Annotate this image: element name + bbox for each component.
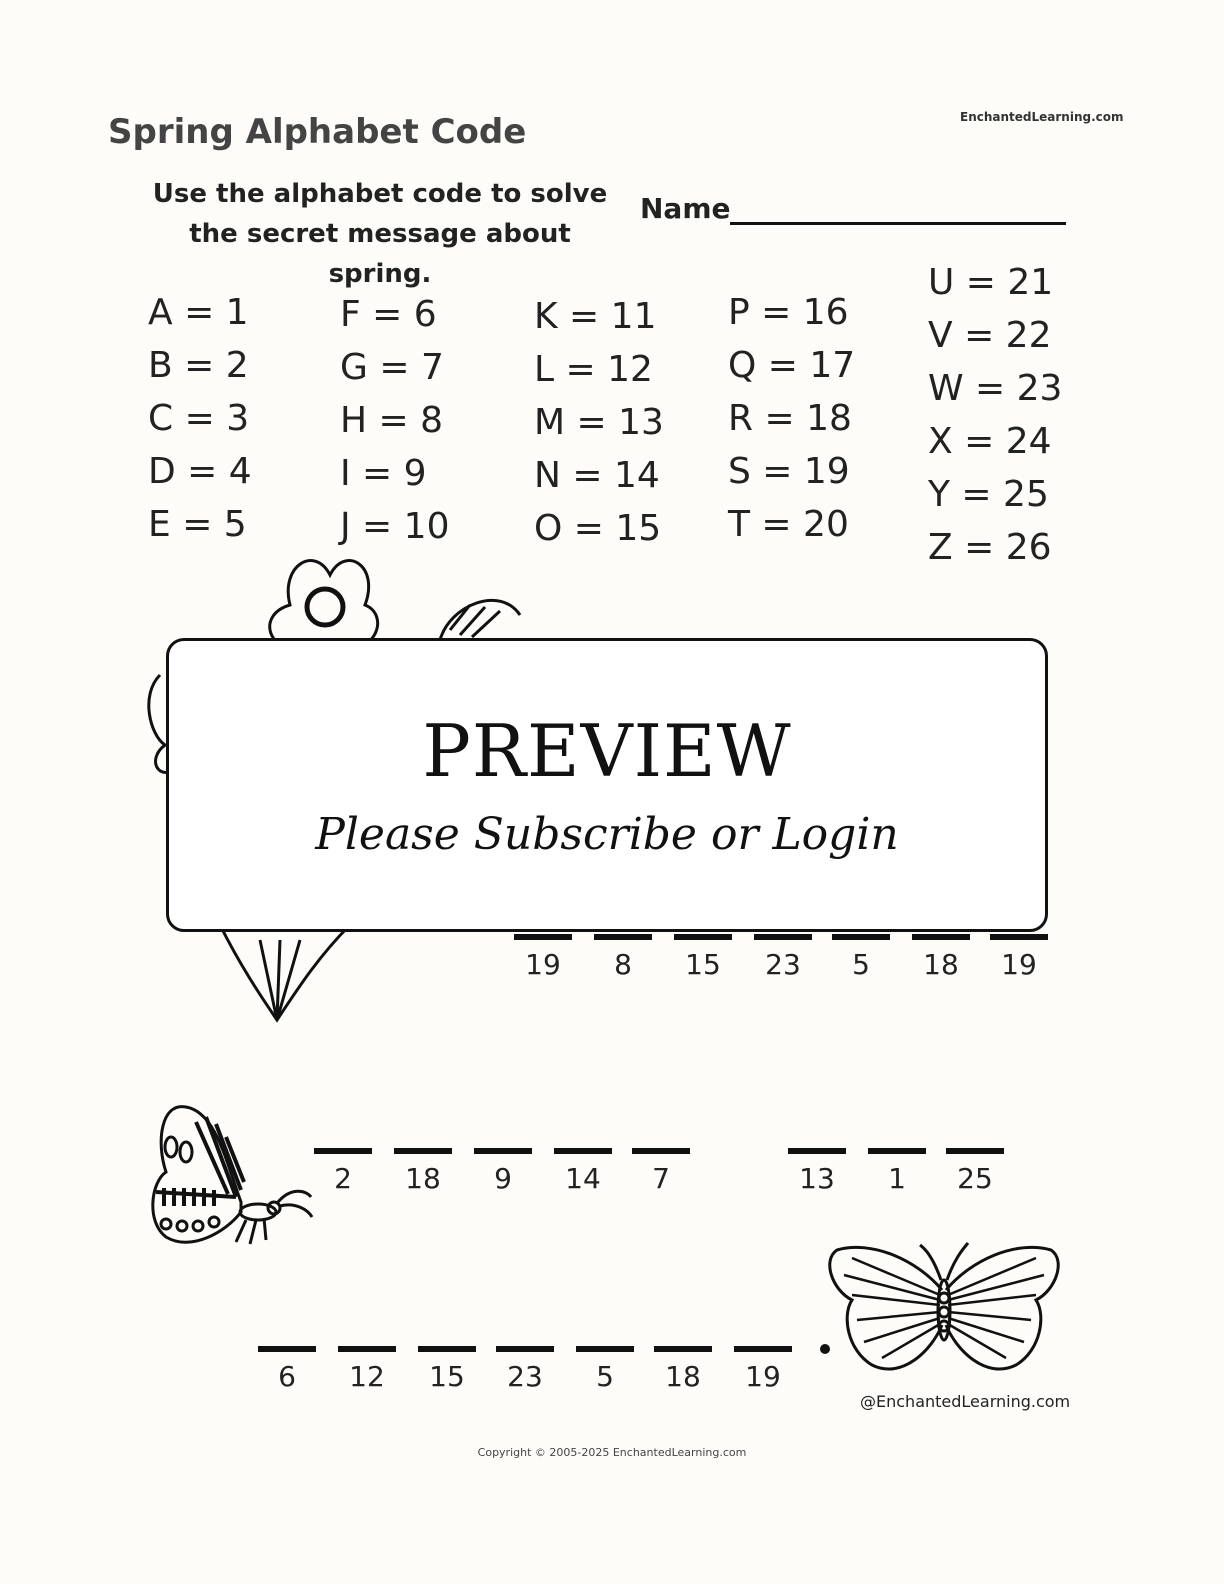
answer-blank[interactable]: 8 [594,934,652,981]
answer-blank[interactable]: 2 [314,1148,372,1195]
instructions [140,174,620,294]
answer-blank[interactable]: 6 [258,1346,316,1393]
code-entry: O = 15 [534,508,662,549]
code-entry: S = 19 [728,451,850,492]
preview-title: PREVIEW [422,709,792,793]
butterfly-icon [822,1240,1066,1380]
code-column-3 [534,290,664,555]
code-entry: L = 12 [534,349,653,390]
answer-blank[interactable]: 23 [754,934,812,981]
answer-blank[interactable]: 5 [576,1346,634,1393]
code-column-4 [728,286,855,551]
preview-overlay[interactable] [166,638,1048,932]
answer-blank[interactable]: 1 [868,1148,926,1195]
name-label: Name [640,192,731,225]
answer-blank[interactable]: 23 [496,1346,554,1393]
subscribe-login-link[interactable]: Please Subscribe or Login [315,809,899,860]
code-column-1 [148,286,252,551]
code-entry: E = 5 [148,504,247,545]
name-field-line[interactable] [730,222,1066,225]
code-entry: H = 8 [340,400,444,441]
butterfly-side-icon [146,1102,316,1252]
code-entry: K = 11 [534,296,657,337]
site-name[interactable]: EnchantedLearning.com [960,110,1124,124]
watermark: @EnchantedLearning.com [860,1392,1071,1411]
instructions-line-2: the secret message about spring. [189,219,571,289]
answer-blank[interactable]: 19 [734,1346,792,1393]
code-entry: D = 4 [148,451,252,492]
code-entry: Y = 25 [928,474,1049,515]
answer-blank[interactable]: 15 [418,1346,476,1393]
sentence-period [820,1344,830,1354]
answer-blank[interactable]: 5 [832,934,890,981]
code-entry: T = 20 [728,504,849,545]
copyright: Copyright © 2005-2025 EnchantedLearning.com [477,1446,747,1459]
code-entry: M = 13 [534,402,664,443]
answer-blank[interactable]: 18 [912,934,970,981]
answer-blank[interactable]: 18 [394,1148,452,1195]
code-entry: V = 22 [928,315,1052,356]
code-entry: B = 2 [148,345,249,386]
code-entry: A = 1 [148,292,249,333]
answer-blank[interactable]: 14 [554,1148,612,1195]
code-entry: R = 18 [728,398,852,439]
answer-blank[interactable]: 12 [338,1346,396,1393]
answer-blank[interactable]: 19 [990,934,1048,981]
answer-blank[interactable]: 7 [632,1148,690,1195]
answer-blank[interactable]: 13 [788,1148,846,1195]
code-entry: F = 6 [340,294,437,335]
code-entry: G = 7 [340,347,444,388]
code-entry: U = 21 [928,262,1054,303]
answer-blank[interactable]: 19 [514,934,572,981]
answer-blank[interactable]: 9 [474,1148,532,1195]
answer-blank[interactable]: 18 [654,1346,712,1393]
code-entry: P = 16 [728,292,849,333]
page-title: Spring Alphabet Code [108,112,527,152]
code-entry: J = 10 [340,506,450,547]
code-entry: I = 9 [340,453,427,494]
code-entry: Q = 17 [728,345,856,386]
code-entry: W = 23 [928,368,1063,409]
answer-blank[interactable]: 25 [946,1148,1004,1195]
code-column-5 [928,256,1062,574]
answer-blank[interactable]: 15 [674,934,732,981]
code-column-2 [340,288,449,553]
instructions-line-1: Use the alphabet code to solve [152,179,608,209]
code-entry: Z = 26 [928,527,1052,568]
code-entry: N = 14 [534,455,660,496]
code-entry: X = 24 [928,421,1052,462]
code-entry: C = 3 [148,398,250,439]
